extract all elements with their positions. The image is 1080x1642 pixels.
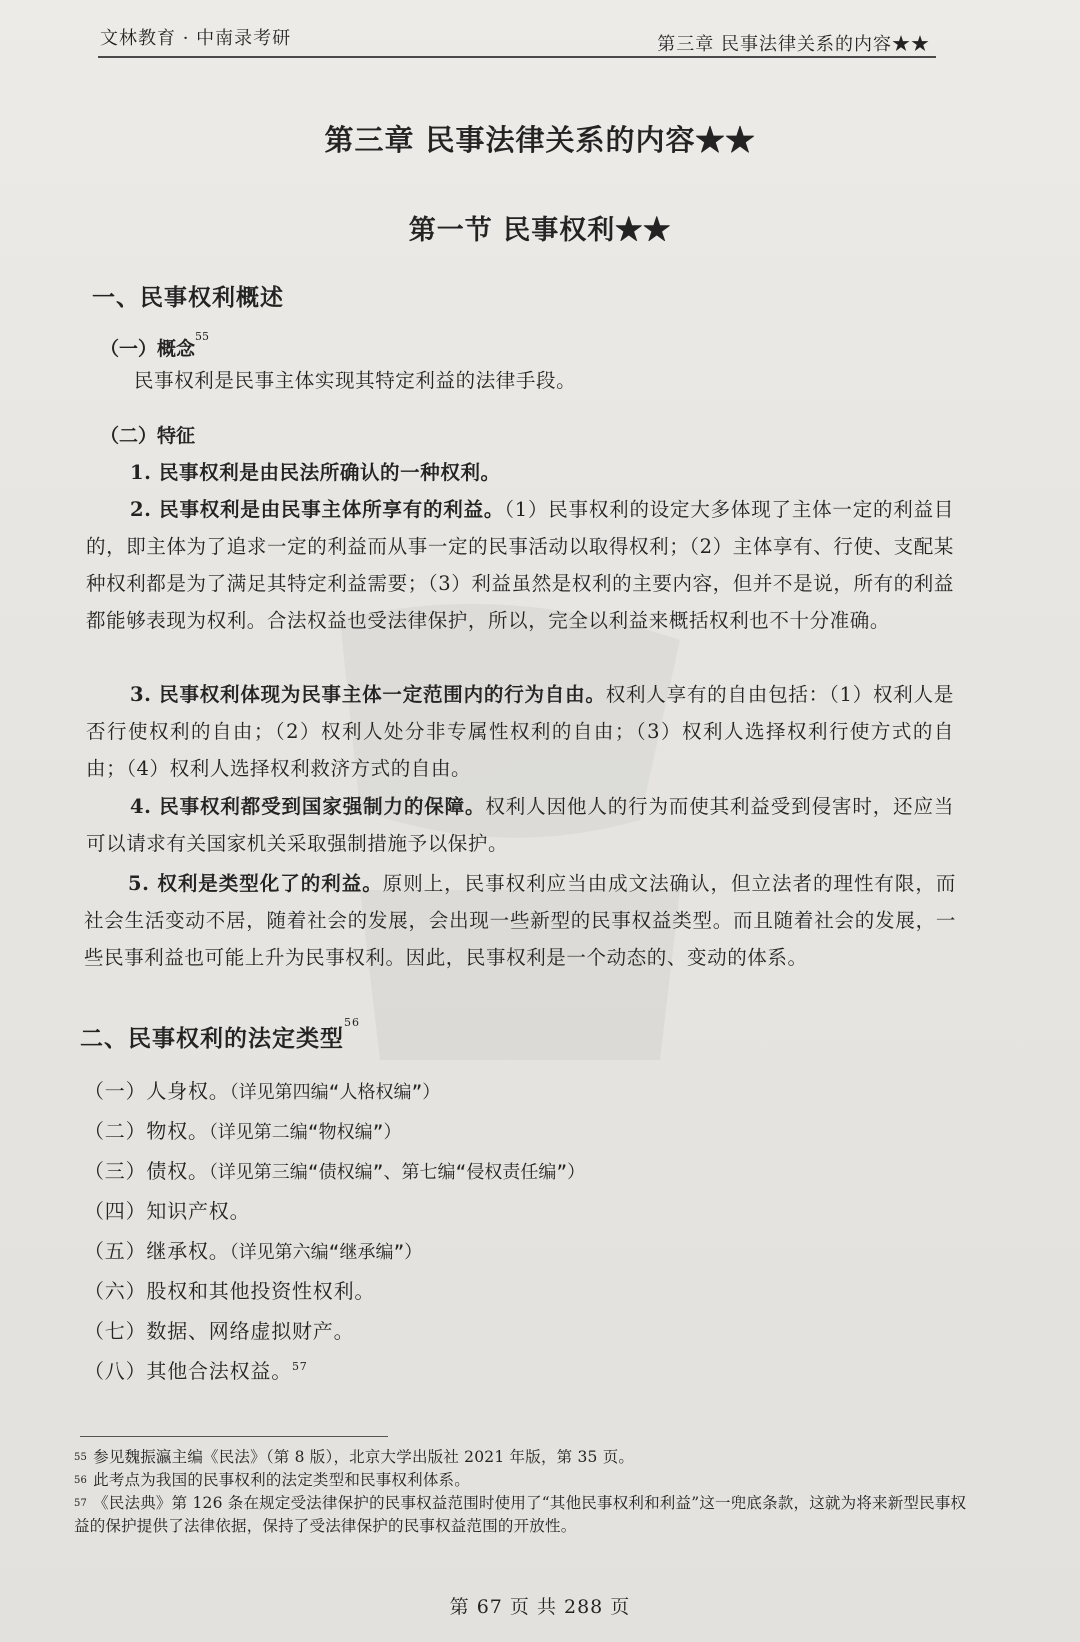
page-number-footer: 第 67 页 共 288 页 bbox=[449, 1596, 631, 1618]
list-item bbox=[84, 1191, 585, 1231]
list-item-ref: （详见第四编“人格权编”） bbox=[229, 1082, 441, 1103]
concept-heading bbox=[100, 330, 210, 361]
list-item bbox=[84, 1071, 585, 1111]
list-item-label: （八）其他合法权益。 bbox=[84, 1359, 292, 1383]
part2-heading-text: 二、民事权利的法定类型 bbox=[80, 1025, 344, 1052]
list-item-label: （三）债权。 bbox=[84, 1159, 209, 1183]
list-item bbox=[84, 1271, 585, 1311]
list-item-label: （四）知识产权。 bbox=[84, 1199, 251, 1223]
feature-3 bbox=[86, 676, 954, 787]
footnote-number: 55 bbox=[74, 1452, 88, 1463]
header-publisher: 文林教育 · 中南录考研 bbox=[100, 28, 292, 49]
feature-5 bbox=[84, 865, 956, 976]
footnote-number: 56 bbox=[74, 1475, 88, 1486]
feature-2 bbox=[86, 491, 954, 639]
footnote-56 bbox=[74, 1469, 980, 1492]
footnote-text: 《民法典》第 126 条在规定受法律保护的民事权益范围时使用了“其他民事权利和利益”这一兜底条款，这就为将来新型民事权益的保护提供了法律依据，保持了受法律保护的民事权益范围的开放性。 bbox=[74, 1494, 967, 1535]
feature-3-bold: 3. 民事权利体现为民事主体一定范围内的行为自由。 bbox=[130, 683, 606, 706]
footnote-55 bbox=[74, 1446, 980, 1469]
list-item bbox=[84, 1111, 585, 1151]
list-item-ref: （详见第六编“继承编”） bbox=[229, 1242, 423, 1263]
list-item bbox=[84, 1311, 585, 1351]
footnote-divider bbox=[80, 1436, 388, 1437]
list-item-label: （一）人身权。 bbox=[84, 1079, 230, 1103]
footnote-ref-55: 55 bbox=[195, 330, 210, 343]
feature-5-text: 原则上，民事权利应当由成文法确认，但立法者的理性有限，而社会生活变动不居，随着社会的发展，会出现一些新型的民事权益类型。而且随着社会的发展，一些民事利益也可能上升为民事权利。因此，民事权利是一个动态的、变动的体系。 bbox=[84, 872, 957, 969]
list-item-label: （六）股权和其他投资性权利。 bbox=[84, 1279, 376, 1303]
list-item-label: （七）数据、网络虚拟财产。 bbox=[84, 1319, 355, 1343]
feature-4 bbox=[86, 788, 954, 862]
footnote-text: 参见魏振瀛主编《民法》（第 8 版），北京大学出版社 2021 年版，第 35 页。 bbox=[93, 1448, 635, 1466]
header-chapter: 第三章 民事法律关系的内容★★ bbox=[657, 34, 930, 55]
list-item-ref: （详见第三编“债权编”、第七编“侵权责任编”） bbox=[208, 1162, 586, 1183]
feature-3-text: 权利人享有的自由包括：（1）权利人是否行使权利的自由；（2）权利人处分非专属性权利的自由；（3）权利人选择权利行使方式的自由；（4）权利人选择权利救济方式的自由。 bbox=[86, 683, 954, 780]
list-item-label: （二）物权。 bbox=[84, 1119, 209, 1143]
list-item-ref: （详见第二编“物权编”） bbox=[208, 1122, 402, 1143]
features-heading: （二）特征 bbox=[100, 425, 196, 447]
feature-1-bold: 1. 民事权利是由民法所确认的一种权利。 bbox=[130, 461, 501, 484]
feature-4-bold: 4. 民事权利都受到国家强制力的保障。 bbox=[130, 795, 486, 818]
feature-4-text: 权利人因他人的行为而使其利益受到侵害时，还应当可以请求有关国家机关采取强制措施予以保护。 bbox=[86, 795, 954, 855]
list-item-label: （五）继承权。 bbox=[84, 1239, 230, 1263]
rights-type-list bbox=[84, 1071, 585, 1391]
list-item bbox=[84, 1351, 585, 1391]
footnote-number: 57 bbox=[74, 1498, 88, 1509]
part1-heading: 一、民事权利概述 bbox=[92, 284, 284, 311]
footnote-ref-56: 56 bbox=[344, 1016, 360, 1029]
footnotes bbox=[74, 1446, 980, 1538]
feature-2-text: （1）民事权利的设定大多体现了主体一定的利益目的，即主体为了追求一定的利益而从事一定的民事活动以取得权利；（2）主体享有、行使、支配某种权利都是为了满足其特定利益需要；（3）利益虽然是权利的主要内容，但并不是说，所有的利益都能够表现为权利。合法权益也受法律保护，所以，完全以利益来概括权利也不十分准确。 bbox=[86, 498, 954, 632]
feature-5-bold: 5. 权利是类型化了的利益。 bbox=[128, 872, 383, 895]
section-title: 第一节 民事权利★★ bbox=[408, 215, 672, 246]
concept-text: 民事权利是民事主体实现其特定利益的法律手段。 bbox=[134, 369, 577, 392]
feature-1 bbox=[86, 454, 954, 491]
list-item bbox=[84, 1151, 585, 1191]
part2-heading bbox=[80, 1016, 360, 1053]
footnote-text: 此考点为我国的民事权利的法定类型和民事权利体系。 bbox=[93, 1471, 470, 1489]
concept-heading-text: （一）概念 bbox=[100, 338, 196, 360]
footnote-57 bbox=[74, 1492, 980, 1538]
list-item bbox=[84, 1231, 585, 1271]
feature-2-bold: 2. 民事权利是由民事主体所享有的利益。 bbox=[130, 498, 505, 521]
chapter-title: 第三章 民事法律关系的内容★★ bbox=[324, 123, 756, 157]
running-header bbox=[98, 20, 936, 58]
footnote-ref-57: 57 bbox=[292, 1360, 308, 1373]
